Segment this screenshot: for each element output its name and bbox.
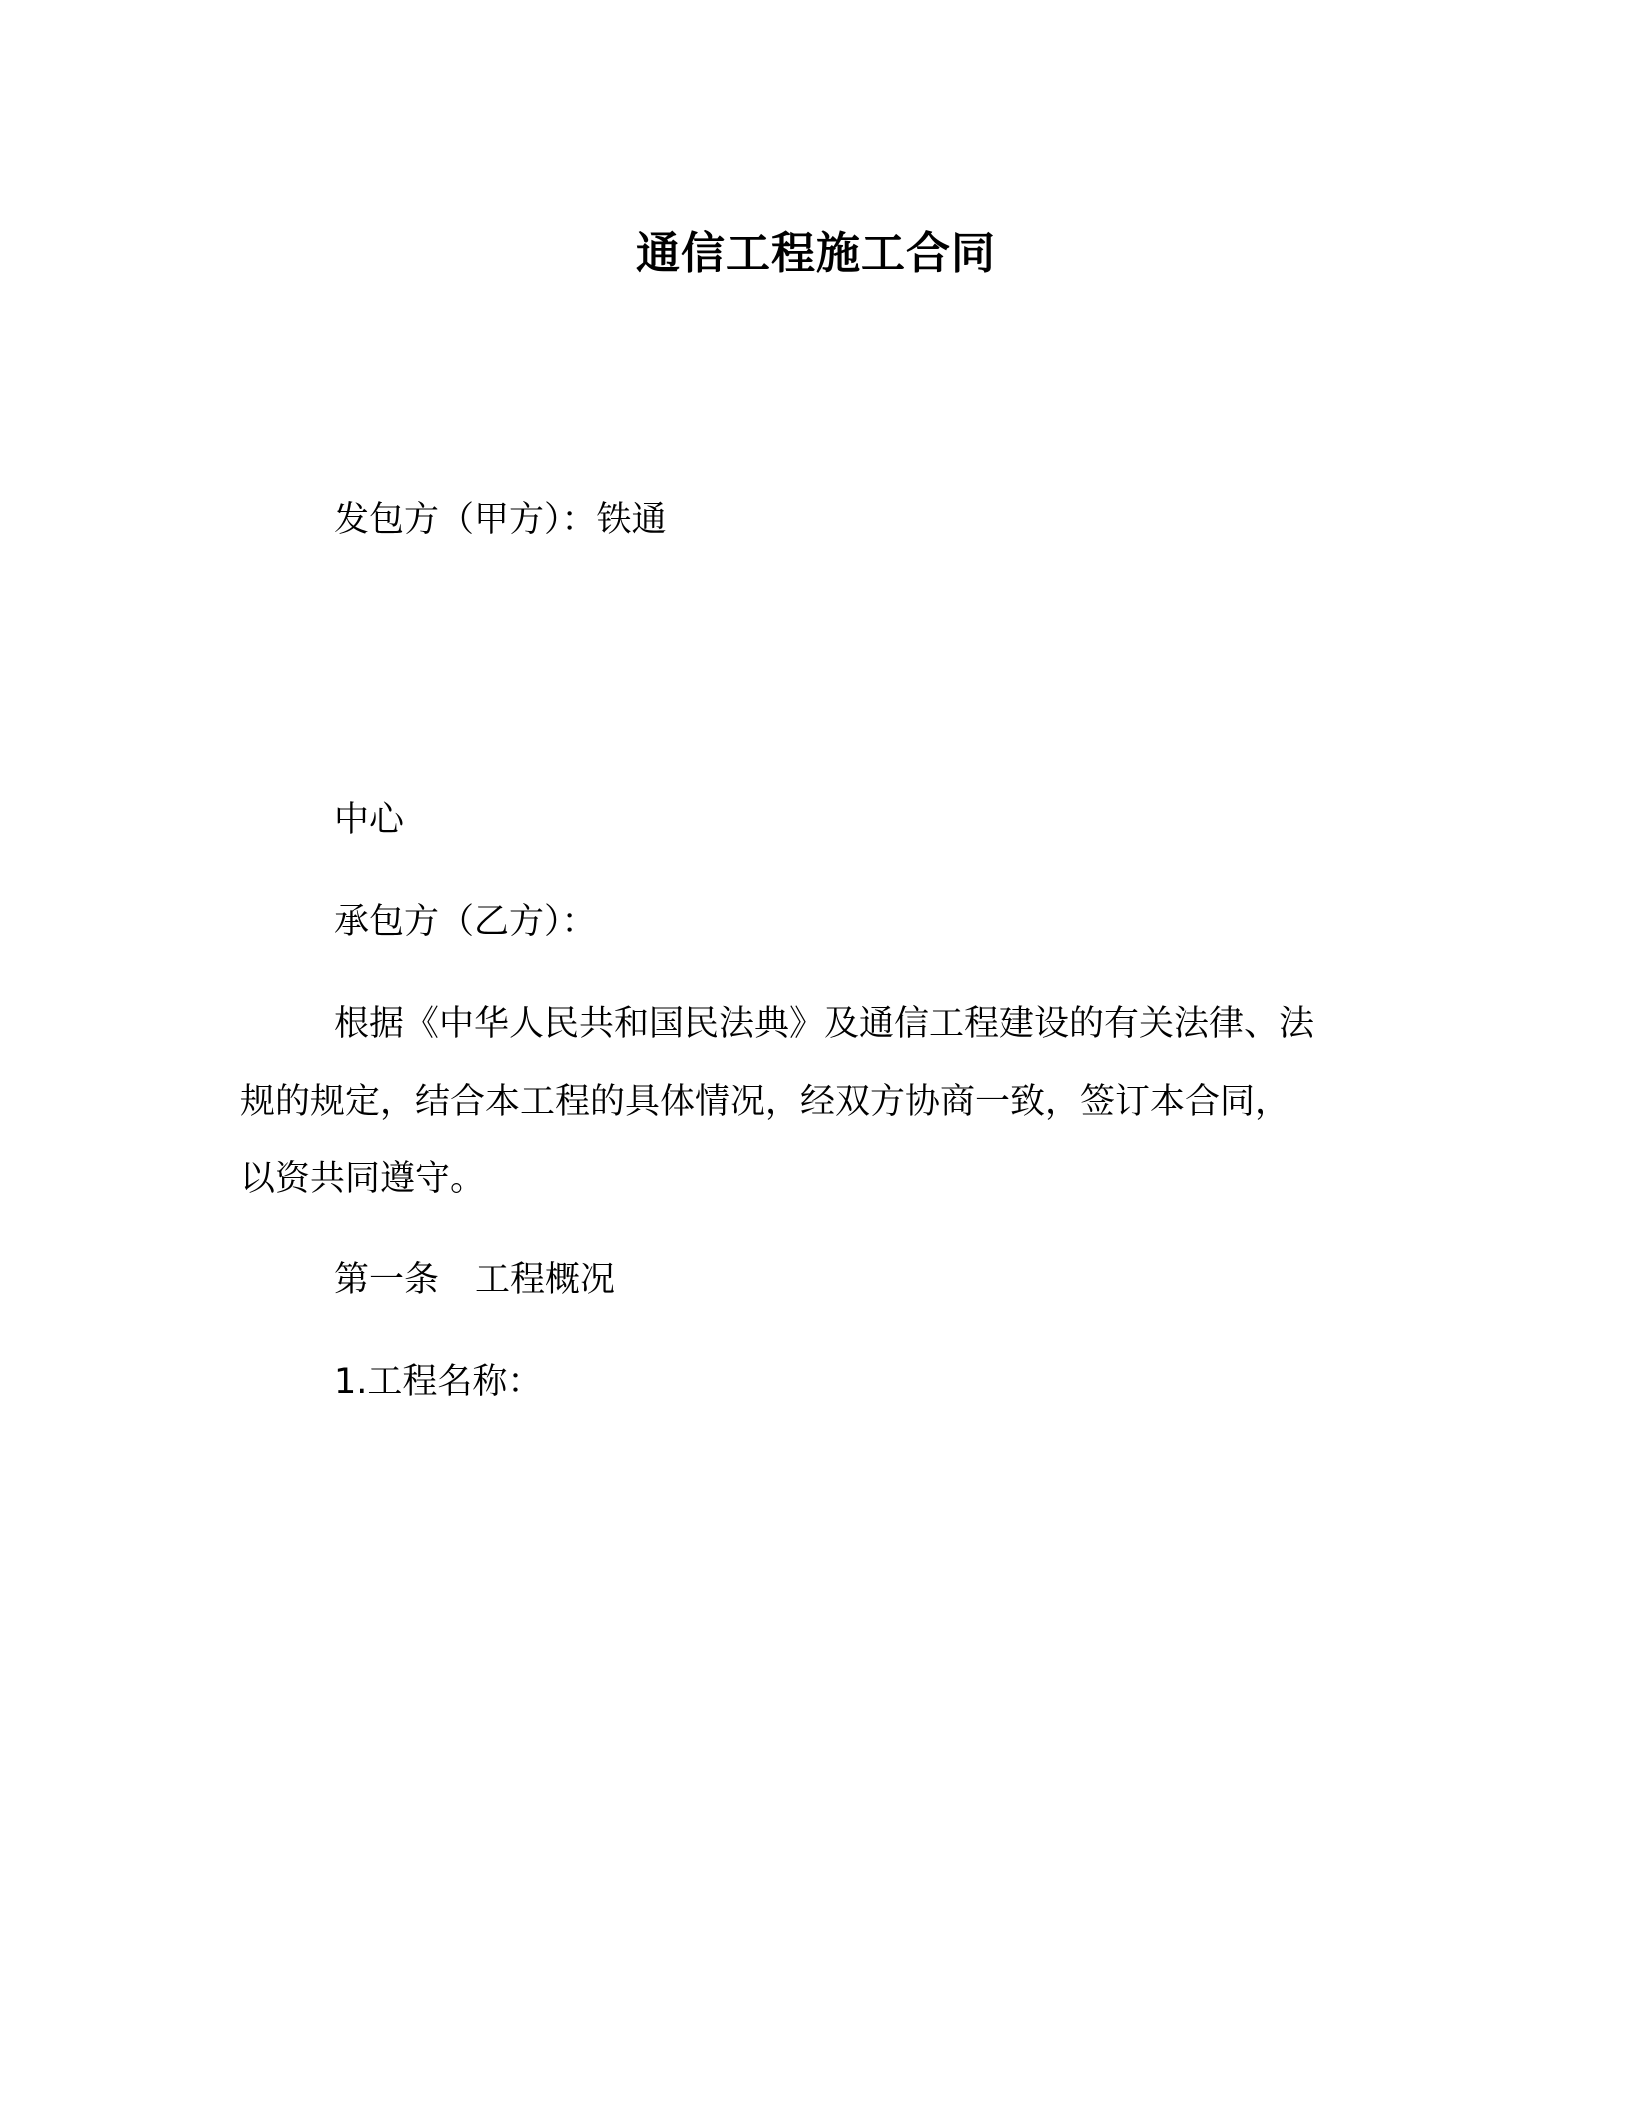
article-1-heading — [334, 1256, 615, 1304]
party-a-continuation: 中心 — [334, 800, 405, 840]
article-1-title: 工程概况 — [475, 1260, 616, 1300]
intro-paragraph-line-2: 规的规定，结合本工程的具体情况，经双方协商一致，签订本合同， — [240, 1082, 1291, 1122]
item-1-label: 1.工程名称： — [334, 1362, 543, 1402]
document-title: 通信工程施工合同 — [636, 228, 996, 279]
intro-paragraph-line-3: 以资共同遵守。 — [240, 1159, 486, 1199]
article-1-number: 第一条 — [334, 1260, 440, 1300]
party-a-line: 发包方（甲方）：铁通 — [334, 500, 667, 540]
party-b-line: 承包方（乙方）： — [334, 902, 597, 942]
intro-paragraph-line-1: 根据《中华人民共和国民法典》及通信工程建设的有关法律、法 — [334, 1004, 1315, 1044]
